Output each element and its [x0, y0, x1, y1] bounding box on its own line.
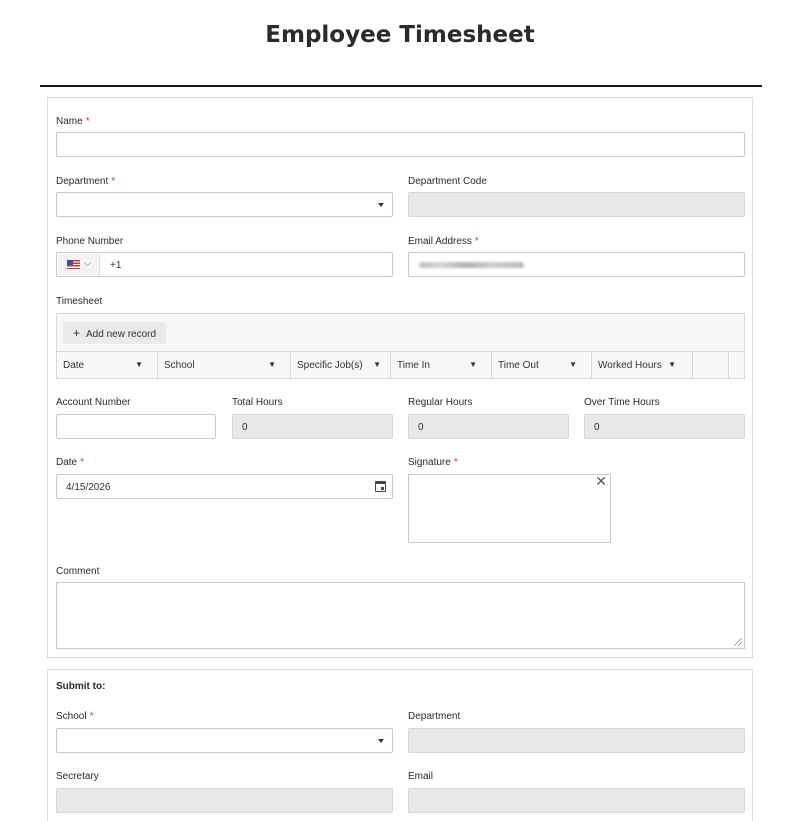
filter-icon[interactable]: ▼: [135, 360, 143, 369]
phone-label: Phone Number: [56, 236, 124, 247]
phone-country-code: +1: [110, 260, 122, 271]
department-label: Department *: [56, 176, 116, 187]
column-header-actions: [693, 352, 729, 378]
account-number-label: Account Number: [56, 397, 131, 408]
comment-textarea[interactable]: [56, 582, 745, 649]
column-header-school[interactable]: School ▼: [158, 352, 291, 378]
department-code-field: [408, 192, 745, 217]
regular-hours-field: 0: [408, 414, 569, 439]
submit-email-label: Email: [408, 771, 434, 782]
required-asterisk: *: [474, 236, 479, 247]
close-icon[interactable]: ✕: [595, 473, 607, 489]
regular-hours-label: Regular Hours: [408, 397, 473, 408]
submit-heading: Submit to:: [56, 681, 106, 692]
title-divider: [40, 85, 762, 87]
column-header-worked-hours[interactable]: Worked Hours ▼: [592, 352, 693, 378]
resize-handle-icon[interactable]: [734, 638, 742, 646]
grid-header-row: [57, 351, 744, 378]
department-code-label: Department Code: [408, 176, 487, 187]
total-hours-label: Total Hours: [232, 397, 283, 408]
over-time-hours-field: 0: [584, 414, 745, 439]
required-asterisk: *: [85, 116, 90, 127]
required-asterisk: *: [111, 176, 116, 187]
country-selector[interactable]: [58, 254, 100, 275]
email-label: Email Address *: [408, 236, 479, 247]
comment-label: Comment: [56, 566, 100, 577]
date-input[interactable]: 4/15/2026: [56, 474, 393, 499]
submit-department-label: Department: [408, 711, 461, 722]
column-header-time-out[interactable]: Time Out ▼: [492, 352, 592, 378]
plus-icon: +: [73, 326, 81, 340]
required-asterisk: *: [80, 457, 85, 468]
page-title: Employee Timesheet: [265, 22, 535, 48]
total-hours-field: 0: [232, 414, 393, 439]
required-asterisk: *: [89, 711, 94, 722]
secretary-field: [56, 788, 393, 813]
signature-pad[interactable]: [408, 474, 611, 543]
filter-icon[interactable]: ▼: [373, 360, 381, 369]
name-input[interactable]: [56, 132, 745, 157]
us-flag-icon: [67, 260, 80, 269]
filter-icon[interactable]: ▼: [668, 360, 676, 369]
chevron-down-icon: ⌵: [84, 258, 91, 268]
secretary-label: Secretary: [56, 771, 99, 782]
submit-email-field: [408, 788, 745, 813]
column-header-specific-jobs[interactable]: Specific Job(s) ▼: [291, 352, 391, 378]
required-asterisk: *: [453, 457, 458, 468]
filter-icon[interactable]: ▼: [569, 360, 577, 369]
timesheet-grid: [56, 313, 745, 379]
submit-department-field: [408, 728, 745, 753]
add-record-label: Add new record: [86, 329, 157, 340]
redacted-email-text: [419, 262, 524, 268]
department-select[interactable]: [56, 192, 393, 217]
filter-icon[interactable]: ▼: [469, 360, 477, 369]
caret-down-icon: [378, 739, 384, 743]
add-record-button[interactable]: [63, 322, 166, 344]
account-number-input[interactable]: [56, 414, 216, 439]
filter-icon[interactable]: ▼: [268, 360, 276, 369]
caret-down-icon: [378, 203, 384, 207]
calendar-icon[interactable]: [375, 481, 386, 492]
column-header-date[interactable]: Date ▼: [57, 352, 158, 378]
over-time-hours-label: Over Time Hours: [584, 397, 660, 408]
school-label: School *: [56, 711, 94, 722]
email-input[interactable]: [408, 252, 745, 277]
name-label: Name *: [56, 116, 90, 127]
signature-label: Signature *: [408, 457, 458, 468]
column-header-time-in[interactable]: Time In ▼: [391, 352, 492, 378]
school-select[interactable]: [56, 728, 393, 753]
phone-input[interactable]: [56, 252, 393, 277]
date-label: Date *: [56, 457, 85, 468]
timesheet-label: Timesheet: [56, 296, 103, 307]
